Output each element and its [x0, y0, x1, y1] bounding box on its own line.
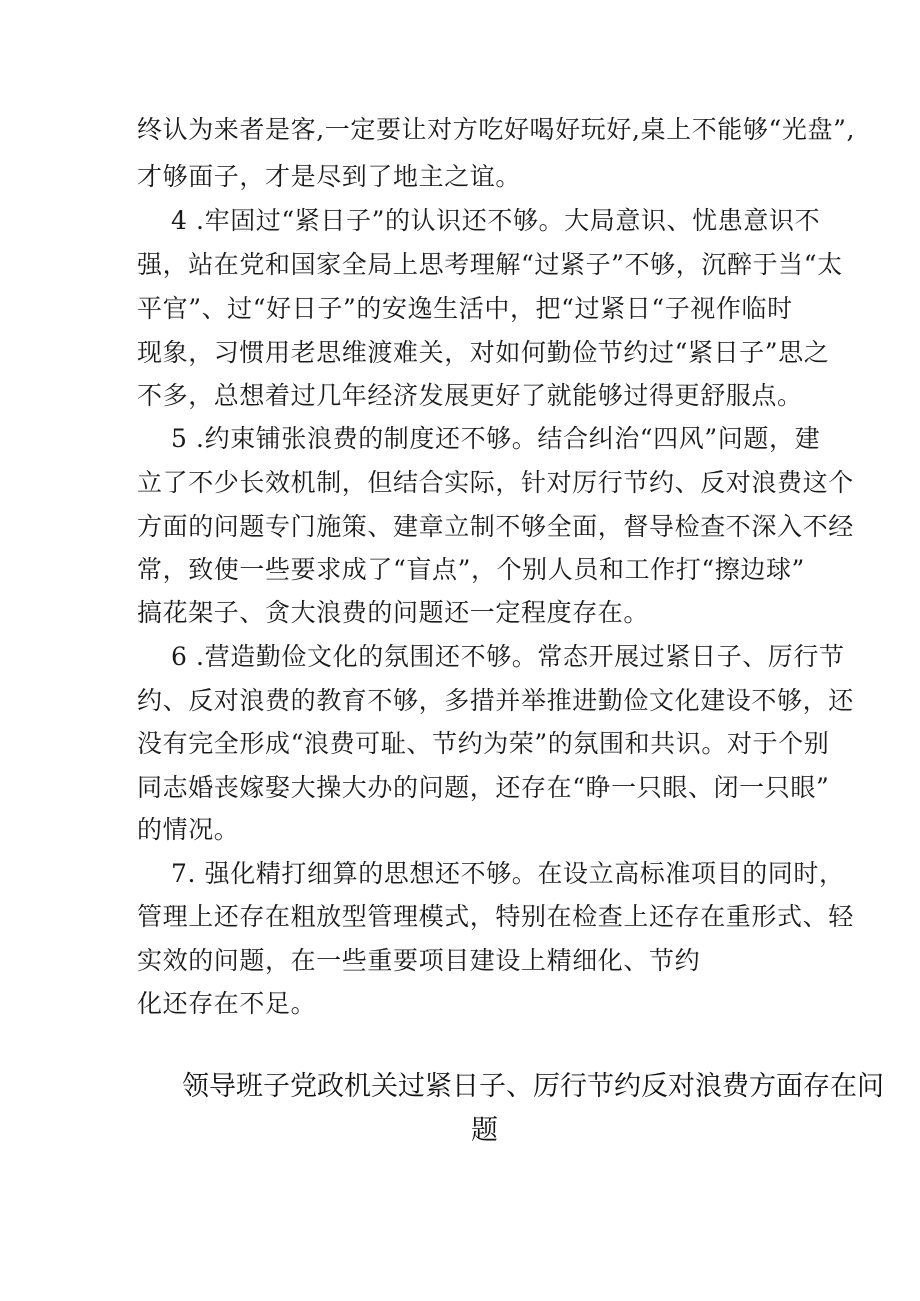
paragraph-line: 方面的问题专门施策、建章立制不够全面，督导检查不深入不经 [137, 512, 854, 541]
paragraph-line: 平官”、过“好日子”的安逸生活中，把“过紧日“子视作临时 [137, 294, 793, 323]
paragraph-line: 管理上还存在粗放型管理模式，特别在检查上还存在重形式、轻 [137, 902, 854, 931]
paragraph-line: 7. 强化精打细算的思想还不够。在设立高标准项目的同时， [171, 859, 845, 888]
paragraph-line: 的情况。 [137, 815, 240, 844]
paragraph-line: 同志婚丧嫁娶大操大办的问题，还存在“睁一只眼、闭一只眼” [137, 773, 830, 802]
paragraph-line: 6 .营造勤俭文化的氛围还不够。常态开展过紧日子、厉行节 [171, 642, 845, 671]
paragraph-line: 约、反对浪费的教育不够，多措并举推进勤俭文化建设不够，还 [137, 686, 854, 715]
paragraph-line: 化还存在不足。 [137, 989, 317, 1018]
paragraph-line: 5 .约束铺张浪费的制度还不够。结合纠治“四风”问题，建 [171, 424, 821, 453]
paragraph-line: 搞花架子、贪大浪费的问题还一定程度存在。 [137, 598, 650, 627]
paragraph-line: 立了不少长效机制，但结合实际，针对厉行节约、反对浪费这个 [137, 468, 854, 497]
paragraph-line: 终认为来者是客,一定要让对方吃好喝好玩好,桌上不能够“光盘”, [137, 115, 856, 144]
paragraph-line: 4 .牢固过“紧日子”的认识还不够。大局意识、忧患意识不 [171, 206, 821, 235]
paragraph-line: 现象，习惯用老思维渡难关，对如何勤俭节约过“紧日子”思之 [137, 338, 830, 367]
section-title-line-1: 领导班子党政机关过紧日子、厉行节约反对浪费方面存在问 [182, 1071, 884, 1102]
paragraph-line: 才够面子，才是尽到了地主之谊。 [137, 162, 522, 191]
paragraph-line: 实效的问题，在一些重要项目建设上精细化、节约 [137, 946, 701, 975]
section-title-line-2: 题 [471, 1115, 498, 1146]
paragraph-line: 强，站在党和国家全局上思考理解“过紧子”不够，沉醉于当“太 [137, 250, 843, 279]
paragraph-line: 没有完全形成“浪费可耻、节约为荣”的氛围和共识。对于个别 [137, 729, 830, 758]
paragraph-line: 不多，总想着过几年经济发展更好了就能够过得更舒服点。 [137, 381, 803, 410]
paragraph-line: 常，致使一些要求成了“盲点”，个别人员和工作打“擦边球” [137, 555, 805, 584]
